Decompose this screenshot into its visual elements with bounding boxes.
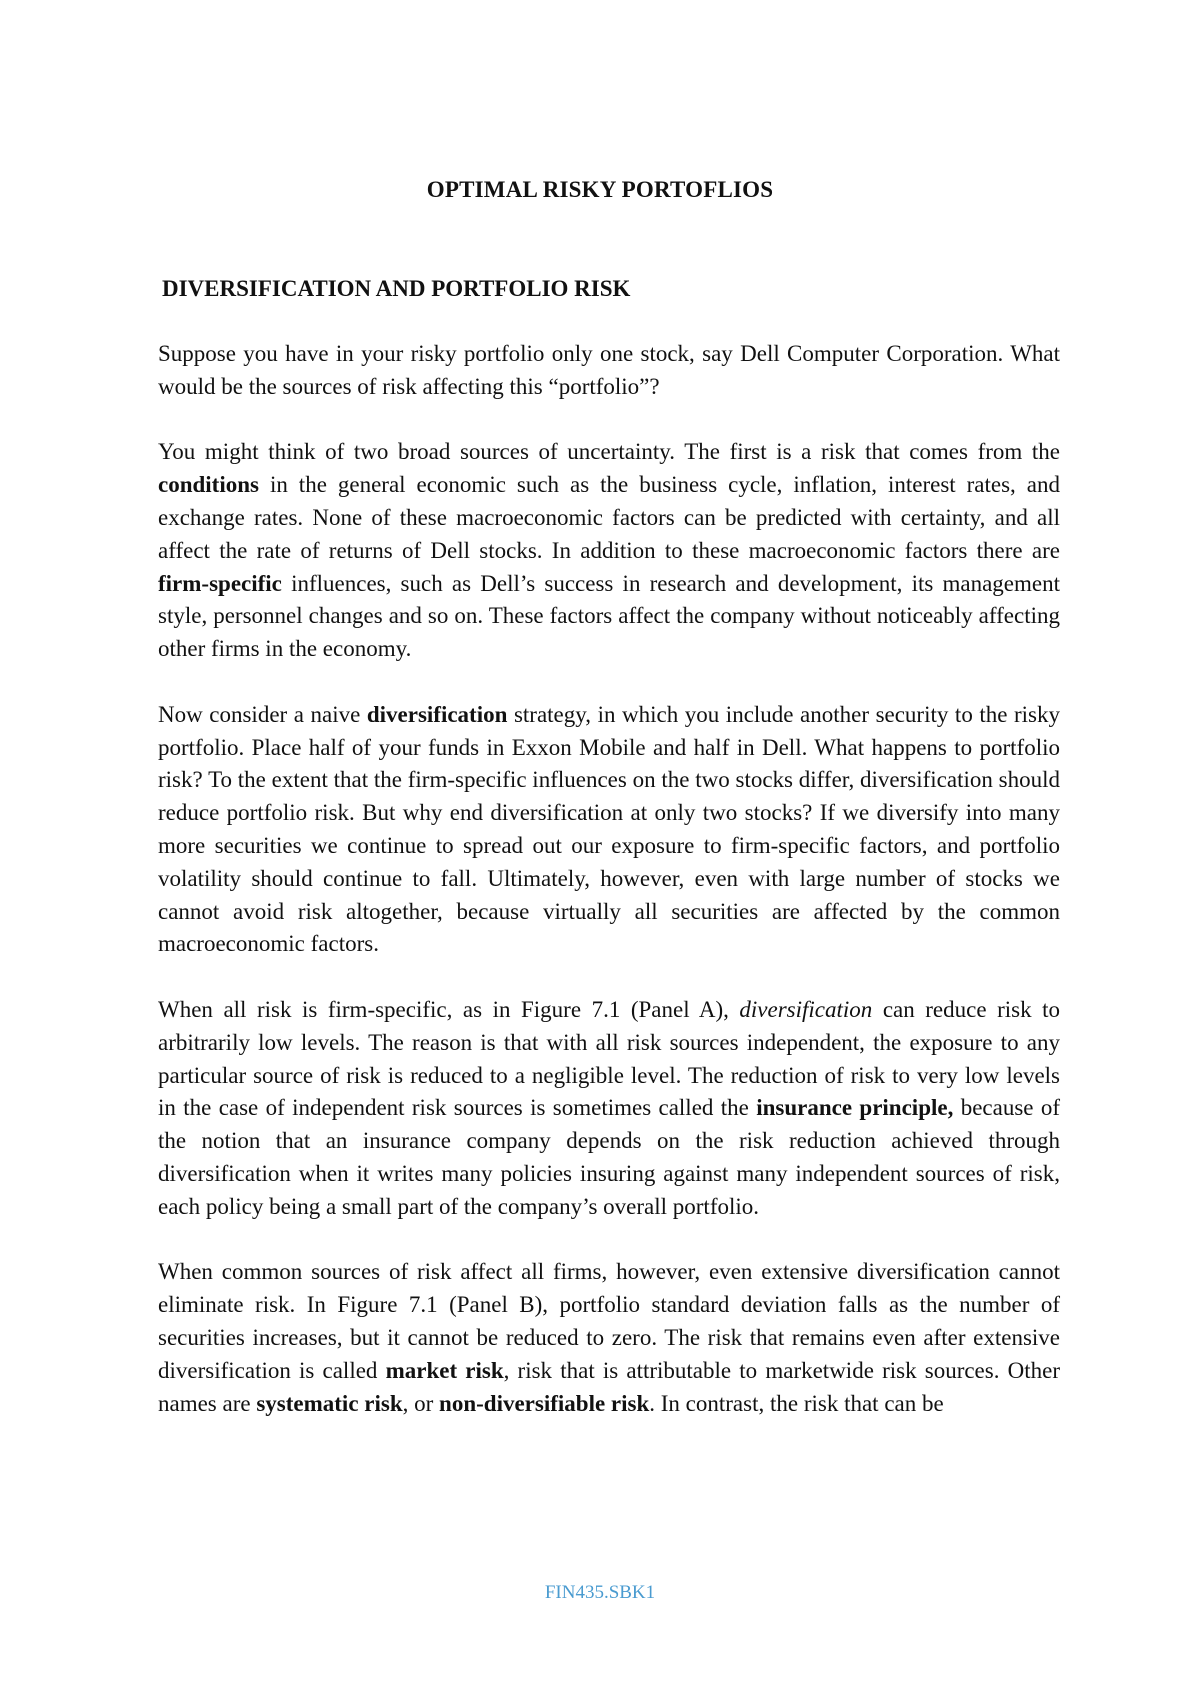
text-run: strategy, in which you include another security to the risky portfolio. Place half of your funds in Exxon Mobile and half in Dell. What happens to portfolio risk? To the extent that the firm-specific influences on the two stocks differ, diversification should reduce portfolio risk. But why end diversification at only two stocks? If we diversify into many more securities we continue to spread out our exposure to firm-specific factors, and portfolio volatility should continue to fall. Ultimately, however, even with large number of stocks we cannot avoid risk altogether, because virtually all securities are affected by the common macroeconomic factors. — [158, 701, 1061, 957]
text-run: , risk that is attributable to marketwide risk sources. Other names are — [158, 1357, 1060, 1416]
paragraph — [158, 338, 1060, 404]
paragraph — [158, 994, 1060, 1224]
bold-term: diversification — [366, 701, 508, 727]
paragraph — [158, 699, 1060, 961]
italic-term: diversification — [739, 996, 873, 1022]
text-run: When all risk is firm-specific, as in Figure 7.1 (Panel A), — [158, 996, 740, 1022]
bold-term: non-diversifiable risk — [439, 1390, 650, 1416]
section-heading: DIVERSIFICATION AND PORTFOLIO RISK — [162, 276, 631, 301]
bold-term: insurance principle, — [756, 1095, 954, 1121]
text-run: in the general economic such as the business cycle, inflation, interest rates, and exchange rates. None of these macroeconomic factors can be predicted with certainty, and all affect the rate of returns of Dell stocks. In addition to these macroeconomic factors there are — [158, 472, 1060, 563]
text-run: can reduce risk to arbitrarily low levels. The reason is that with all risk sources independent, the exposure to any particular source of risk is reduced to a negligible level. The reduction of risk to very low levels in the case of independent risk sources is sometimes called the — [158, 996, 1060, 1121]
text-run: . In contrast, the risk that can be — [649, 1390, 944, 1416]
paragraph — [158, 1256, 1060, 1420]
body-text — [158, 338, 1060, 1453]
text-run: , or — [402, 1390, 440, 1416]
text-run: influences, such as Dell’s success in research and development, its management style, personnel changes and so on. These factors affect the company without noticeably affecting other firms in the economy. — [158, 570, 1060, 662]
text-run: because of the notion that an insurance company depends on the risk reduction achieved through diversification when it writes many policies insuring against many independent sources of risk, each policy being a small part of the company’s overall portfolio. — [158, 1095, 1060, 1219]
page-footer: FIN435.SBK1 — [544, 1582, 656, 1603]
text-run: Now consider a naive — [158, 701, 367, 727]
bold-term: systematic risk — [256, 1390, 403, 1416]
page-title: OPTIMAL RISKY PORTOFLIOS — [426, 177, 774, 202]
paragraph — [158, 436, 1060, 666]
text-run: Suppose you have in your risky portfolio only one stock, say Dell Computer Corporation. What would be the sources of risk affecting this “portfolio”? — [158, 341, 1060, 399]
text-run: When common sources of risk affect all firms, however, even extensive diversification cannot eliminate risk. In Figure 7.1 (Panel B), portfolio standard deviation falls as the number of securities increases, but it cannot be reduced to zero. The risk that remains even after extensive diversification is called — [158, 1259, 1060, 1383]
bold-term: conditions — [158, 472, 259, 498]
bold-term: market risk — [385, 1357, 504, 1383]
text-run: You might think of two broad sources of uncertainty. The first is a risk that comes from the — [158, 439, 1060, 465]
bold-term: firm-specific — [158, 570, 282, 596]
